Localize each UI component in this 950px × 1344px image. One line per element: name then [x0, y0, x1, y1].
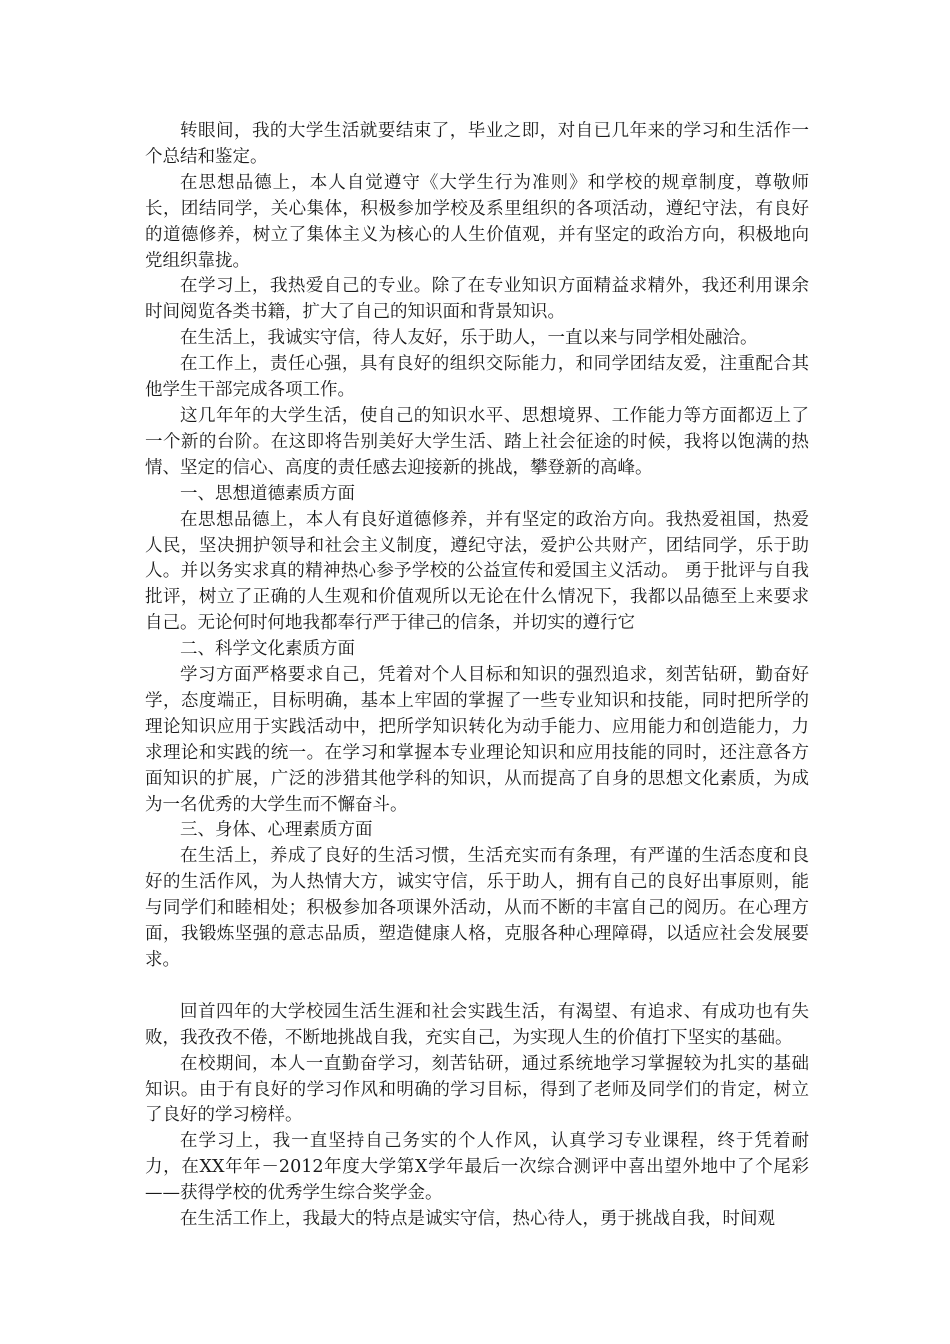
blank-line [145, 974, 809, 1000]
paragraph-character: 在生活工作上，我最大的特点是诚实守信，热心待人，勇于挑战自我，时间观 [180, 1209, 775, 1230]
paragraph-section-1: 在思想品德上，本人有良好道德修养，并有坚定的政治方向。我热爱祖国，热爱人民，坚决拥护领导和社会主义制度，遵纪守法，爱护公共财产，团结同学，乐于助人。并以务实求真的精神热心参予学校的公益宣传和爱国主义活动。 勇于批评与自我批评，树立了正确的人生观和价值观所以无论在什么情况下，我都以品德至上来要求自己。无论何时何地我都奉行严于律己的信条，并切实的遵行它 [145, 509, 809, 634]
paragraph-scholarship: 在学习上，我一直坚持自己务实的个人作风，认真学习专业课程，终于凭着耐力，在XX年年－2012年度大学第X学年最后一次综合测评中喜出望外地中了个尾彩——获得学校的优秀学生综合奖学金。 [145, 1131, 809, 1204]
paragraph-review: 回首四年的大学校园生活生涯和社会实践生活，有渴望、有追求、有成功也有失败，我孜孜不倦，不断地挑战自我，充实自己，为实现人生的价值打下坚实的基础。 [145, 1001, 809, 1048]
section-heading-2: 二、科学文化素质方面 [180, 639, 355, 660]
paragraph-summary: 这几年年的大学生活，使自己的知识水平、思想境界、工作能力等方面都迈上了一个新的台阶。在这即将告别美好大学生活、踏上社会征途的时候，我将以饱满的热情、坚定的信心、高度的责任感去迎接新的挑战，攀登新的高峰。 [145, 405, 809, 478]
paragraph-intro: 转眼间，我的大学生活就要结束了，毕业之即，对自已几年来的学习和生活作一个总结和鉴定。 [145, 121, 809, 167]
section-heading-1: 一、思想道德素质方面 [180, 483, 355, 504]
paragraph-section-2: 学习方面严格要求自己，凭着对个人目标和知识的强烈追求，刻苦钻研，勤奋好学，态度端正，目标明确，基本上牢固的掌握了一些专业知识和技能，同时把所学的理论知识应用于实践活动中，把所学知识转化为动手能力、应用能力和创造能力，力求理论和实践的统一。在学习和掌握本专业理论知识和应用技能的同时，还注意各方面知识的扩展，广泛的涉猎其他学科的知识，从而提高了自身的思想文化素质，为成为一名优秀的大学生而不懈奋斗。 [145, 665, 809, 815]
paragraph-work: 在工作上，责任心强，具有良好的组织交际能力，和同学团结友爱，注重配合其他学生干部完成各项工作。 [145, 354, 809, 401]
paragraph-study: 在学习上，我热爱自己的专业。除了在专业知识方面精益求精外，我还利用课余时间阅览各类书籍，扩大了自己的知识面和背景知识。 [145, 276, 809, 323]
paragraph-section-3: 在生活上，养成了良好的生活习惯，生活充实而有条理，有严谨的生活态度和良好的生活作风，为人热情大方，诚实守信，乐于助人，拥有自己的良好出事原则，能与同学们和睦相处；积极参加各项课外活动，从而不断的丰富自己的阅历。在心理方面，我锻炼坚强的意志品质，塑造健康人格，克服各种心理障碍，以适应社会发展要求。 [145, 846, 809, 970]
section-heading-3: 三、身体、心理素质方面 [180, 820, 373, 841]
paragraph-moral: 在思想品德上，本人自觉遵守《大学生行为准则》和学校的规章制度，尊敬师长，团结同学，关心集体，积极参加学校及系里组织的各项活动，遵纪守法，有良好的道德修养，树立了集体主义为核心的人生价值观，并有坚定的政治方向，积极地向党组织靠拢。 [145, 172, 809, 271]
paragraph-school: 在校期间，本人一直勤奋学习，刻苦钻研，通过系统地学习掌握较为扎实的基础知识。由于有良好的学习作风和明确的学习目标，得到了老师及同学们的肯定，树立了良好的学习榜样。 [145, 1053, 809, 1126]
document-body [145, 119, 809, 1233]
paragraph-life: 在生活上，我诚实守信，待人友好，乐于助人，一直以来与同学相处融洽。 [180, 328, 758, 349]
